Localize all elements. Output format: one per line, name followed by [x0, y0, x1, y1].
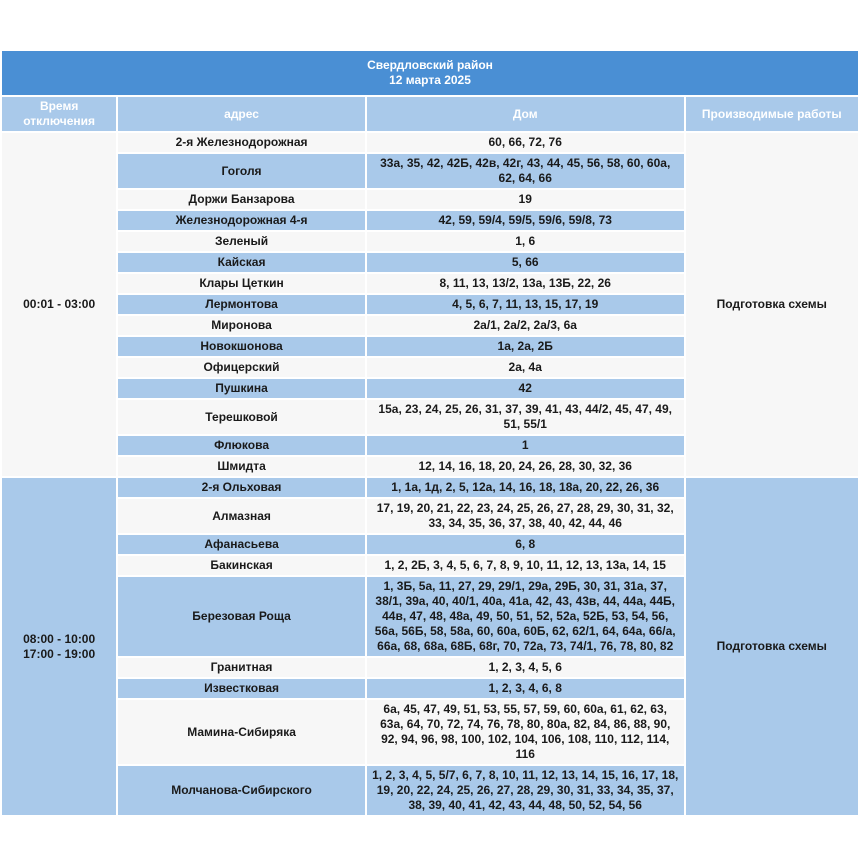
houses-cell: 4, 5, 6, 7, 11, 13, 15, 17, 19: [367, 295, 684, 314]
houses-cell: 19: [367, 190, 684, 209]
street-cell: Молчанова-Сибирского: [118, 766, 365, 815]
time-cell: 00:01 - 03:00: [2, 133, 116, 476]
outage-table: [0, 49, 860, 817]
street-cell: Флюкова: [118, 436, 365, 455]
street-cell: Новокшонова: [118, 337, 365, 356]
street-cell: Терешковой: [118, 400, 365, 434]
street-cell: Березовая Роща: [118, 577, 365, 656]
street-cell: Лермонтова: [118, 295, 365, 314]
district-title: Свердловский район: [367, 58, 493, 72]
table-title: [2, 51, 858, 95]
street-cell: Офицерский: [118, 358, 365, 377]
col-house: Дом: [367, 97, 684, 131]
works-cell: Подготовка схемы: [686, 478, 858, 815]
street-cell: Гранитная: [118, 658, 365, 677]
street-cell: Известковая: [118, 679, 365, 698]
street-cell: Афанасьева: [118, 535, 365, 554]
houses-cell: 1, 2, 3, 4, 5, 6: [367, 658, 684, 677]
street-cell: Кайская: [118, 253, 365, 272]
houses-cell: 2а/1, 2а/2, 2а/3, 6а: [367, 316, 684, 335]
street-cell: Зеленый: [118, 232, 365, 251]
works-cell: Подготовка схемы: [686, 133, 858, 476]
street-cell: Доржи Банзарова: [118, 190, 365, 209]
table-row: [2, 133, 858, 152]
street-cell: 2-я Ольховая: [118, 478, 365, 497]
street-cell: Миронова: [118, 316, 365, 335]
street-cell: Бакинская: [118, 556, 365, 575]
houses-cell: 1а, 2а, 2Б: [367, 337, 684, 356]
street-cell: Шмидта: [118, 457, 365, 476]
houses-cell: 6а, 45, 47, 49, 51, 53, 55, 57, 59, 60, 60а, 61, 62, 63, 63а, 64, 70, 72, 74, 76, 78, 80, 80а, 82, 84, 86, 88, 90, 92, 94, 96, 98, 100, 102, 104, 106, 108, 110, 112, 114, 116: [367, 700, 684, 764]
header-row: [2, 97, 858, 131]
houses-cell: 1, 1а, 1д, 2, 5, 12а, 14, 16, 18, 18а, 20, 22, 26, 36: [367, 478, 684, 497]
houses-cell: 1, 6: [367, 232, 684, 251]
houses-cell: 5, 66: [367, 253, 684, 272]
time-line-2: 17:00 - 19:00: [23, 646, 96, 661]
houses-cell: 1, 2, 2Б, 3, 4, 5, 6, 7, 8, 9, 10, 11, 12, 13, 13а, 14, 15: [367, 556, 684, 575]
street-cell: 2-я Железнодорожная: [118, 133, 365, 152]
street-cell: Гоголя: [118, 154, 365, 188]
street-cell: Клары Цеткин: [118, 274, 365, 293]
col-time: Время отключения: [2, 97, 116, 131]
street-cell: Мамина-Сибиряка: [118, 700, 365, 764]
col-address: адрес: [118, 97, 365, 131]
houses-cell: 33а, 35, 42, 42Б, 42в, 42г, 43, 44, 45, 56, 58, 60, 60а, 62, 64, 66: [367, 154, 684, 188]
group1-body: [2, 133, 858, 476]
street-cell: Железнодорожная 4-я: [118, 211, 365, 230]
houses-cell: 6, 8: [367, 535, 684, 554]
houses-cell: 1, 2, 3, 4, 6, 8: [367, 679, 684, 698]
houses-cell: 8, 11, 13, 13/2, 13а, 13Б, 22, 26: [367, 274, 684, 293]
houses-cell: 1, 3Б, 5а, 11, 27, 29, 29/1, 29а, 29Б, 30, 31, 31а, 37, 38/1, 39а, 40, 40/1, 40а, 41а, 42, 43, 43в, 44, 44а, 44Б, 44в, 47, 48, 48а, 49, 50, 51, 52, 52а, 52Б, 53, 54, 56, 56а, 56Б, 58, 58а, 60, 60а, 60Б, 62, 62/1, 64, 64а, 66/а, 66а, 68, 68а, 68Б, 68г, 70, 72а, 73, 74/1, 76, 78, 80, 82: [367, 577, 684, 656]
time-line-1: 08:00 - 10:00: [23, 631, 96, 646]
table-row: [2, 478, 858, 497]
outage-schedule: [0, 49, 860, 817]
houses-cell: 1: [367, 436, 684, 455]
houses-cell: 42: [367, 379, 684, 398]
title-row: [2, 51, 858, 95]
street-cell: Алмазная: [118, 499, 365, 533]
houses-cell: 60, 66, 72, 76: [367, 133, 684, 152]
date-title: 12 марта 2025: [389, 73, 471, 87]
col-works: Производимые работы: [686, 97, 858, 131]
houses-cell: 12, 14, 16, 18, 20, 24, 26, 28, 30, 32, 36: [367, 457, 684, 476]
group2-body: [2, 478, 858, 815]
houses-cell: 17, 19, 20, 21, 22, 23, 24, 25, 26, 27, 28, 29, 30, 31, 32, 33, 34, 35, 36, 37, 38, 40, 42, 44, 46: [367, 499, 684, 533]
street-cell: Пушкина: [118, 379, 365, 398]
houses-cell: 15а, 23, 24, 25, 26, 31, 37, 39, 41, 43, 44/2, 45, 47, 49, 51, 55/1: [367, 400, 684, 434]
houses-cell: 2а, 4а: [367, 358, 684, 377]
houses-cell: 1, 2, 3, 4, 5, 5/7, 6, 7, 8, 10, 11, 12, 13, 14, 15, 16, 17, 18, 19, 20, 22, 24, 25, 26, 27, 28, 29, 30, 31, 33, 34, 35, 37, 38, 39, 40, 41, 42, 43, 44, 48, 50, 52, 54, 56: [367, 766, 684, 815]
time-cell: [2, 478, 116, 815]
houses-cell: 42, 59, 59/4, 59/5, 59/6, 59/8, 73: [367, 211, 684, 230]
